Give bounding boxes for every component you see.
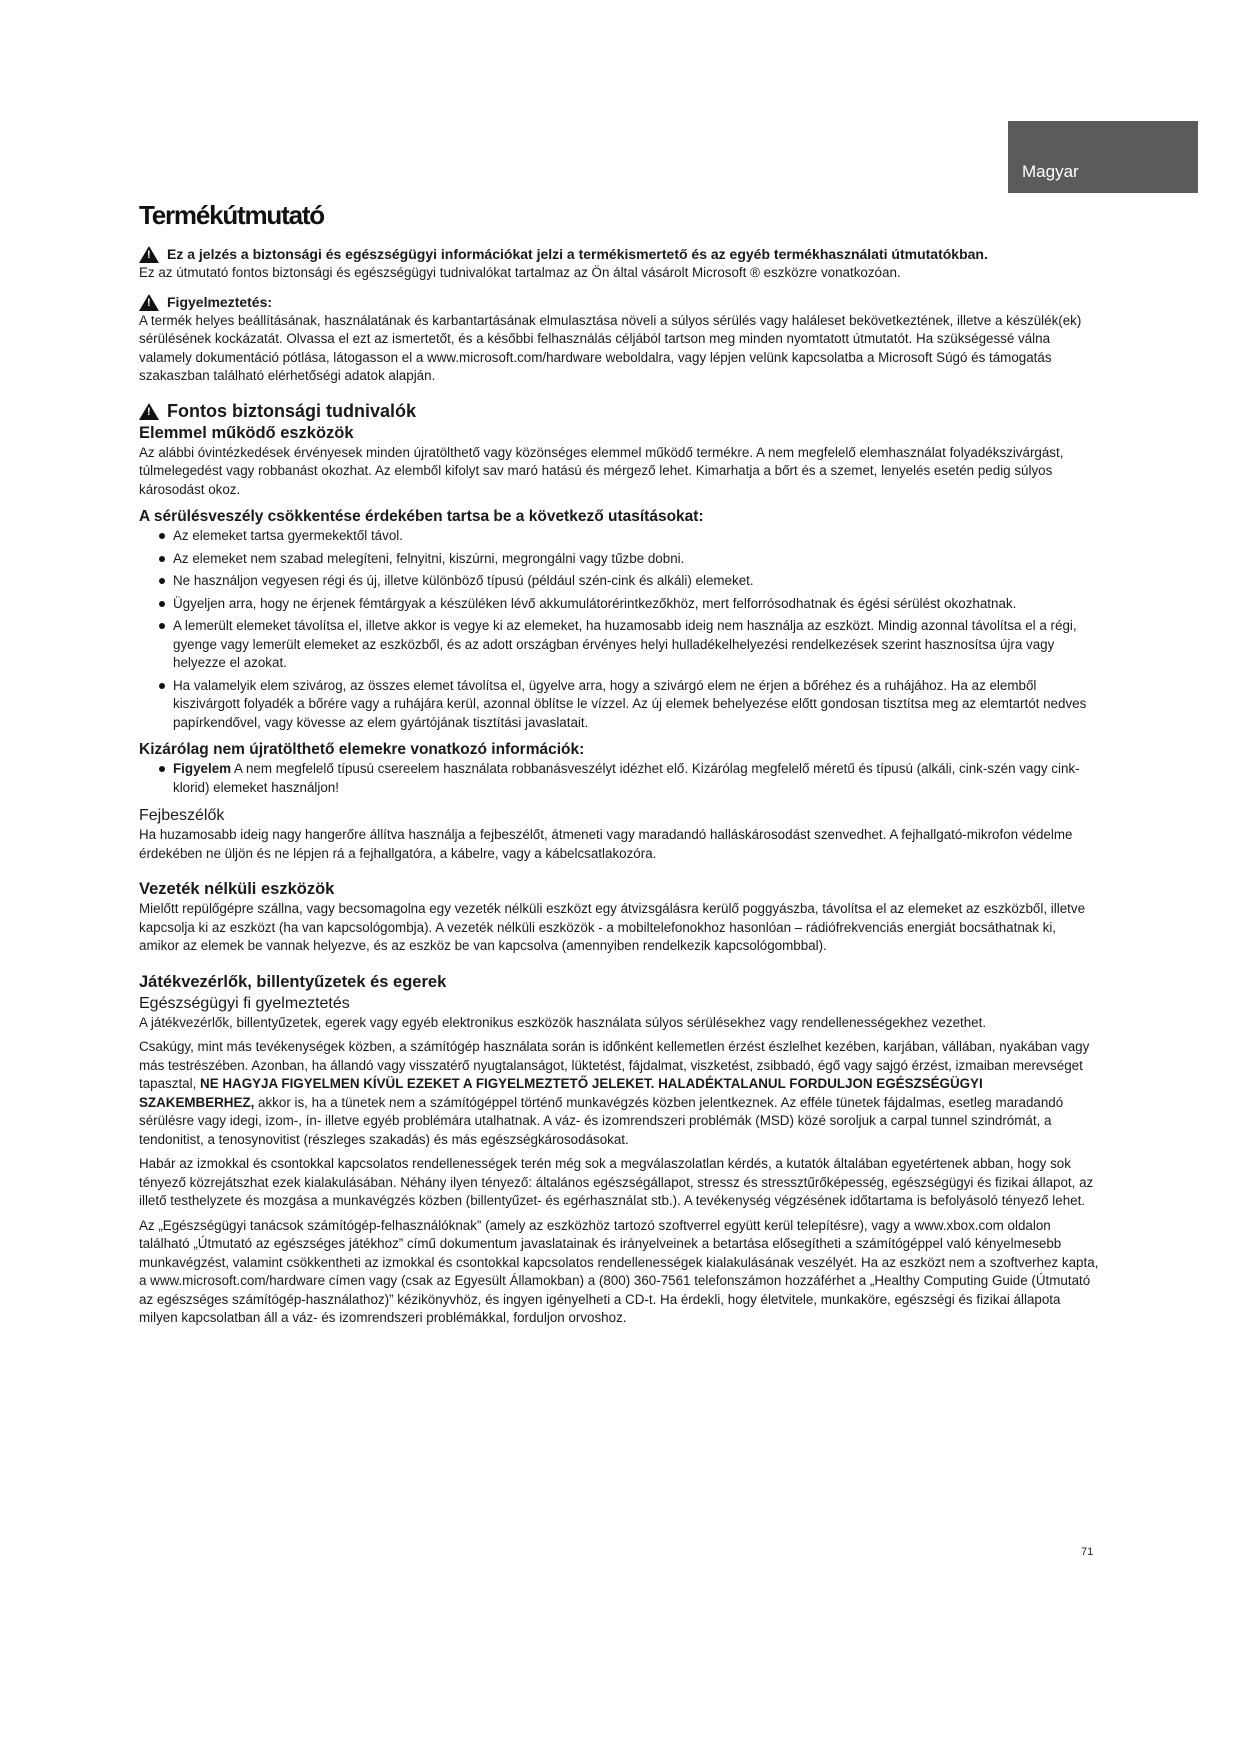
health-p2-text-a: Csakúgy, mint más tevékenységek közben, a számítógép használata során is időnként kellemetlen érzést észlelhet kezében, karjában, vállában, nyakában vagy más testrészében. Azonban, ha állandó vagy visszatérő nyugtalanságot, lüktetést, fájdalmat, viszketést, zsibbadó, égő vagy sajgó érzést, izmaiban merevséget tapasztal, xyxy=(139,1039,1090,1091)
caution-text: A nem megfelelő típusú csereelem használata robbanásveszélyt idézhet elő. Kizárólag megfelelő méretű és típusú (alkáli, cink-szén vagy cink-klorid) elemeket használjon! xyxy=(173,761,1080,795)
safety-heading-text: Fontos biztonsági tudnivalók xyxy=(167,400,416,421)
warning-triangle-icon xyxy=(139,294,159,311)
nonrechargeable-list xyxy=(139,760,1099,797)
notice-text: Ez az útmutató fontos biztonsági és egészségügyi tudnivalókat tartalmaz az Ön által vásárolt Microsoft ® eszközre vonatkozóan. xyxy=(139,265,901,280)
warning-triangle-icon xyxy=(139,403,159,420)
warning-text: A termék helyes beállításának, használatának és karbantartásának elmulasztása növeli a súlyos sérülés vagy haláleset bekövetkeztének, illetve a készülék(ek) sérülésének kockázatát. Olvassa el ezt az ismertetőt, és a későbbi felhasználás céljából tartson meg minden nyomtatott útmutatót. Ha szükségessé válna valamely dokumentáció pótlása, látogasson el a www.microsoft.com/hardware weboldalra, vagy lépjen velünk kapcsolatba a Microsoft Súgó és támogatás szakaszban található elérhetőségi adatok alapján. xyxy=(139,312,1082,383)
headphones-text: Ha huzamosabb ideig nagy hangerőre állítva használja a fejbeszélőt, átmeneti vagy maradandó halláskárosodást szenvedhet. A fejhallgató-mikrofon védelme érdekében ne üljön és ne lépjen rá a fejhallgatóra, a kábelre, vagy a kábelcsatlakozóra. xyxy=(139,827,1073,861)
list-item: Az elemeket tartsa gyermekektől távol. xyxy=(173,527,1099,546)
nonrechargeable-heading: Kizárólag nem újratölthető elemekre vonatkozó információk: xyxy=(139,741,585,758)
health-paragraph-2 xyxy=(139,1038,1099,1149)
headphones-heading: Fejbeszélők xyxy=(139,807,225,824)
health-paragraph-4: Az „Egészségügyi tanácsok számítógép-felhasználóknak” (amely az eszközhöz tartozó szoftverrel együtt kerül telepítésre), vagy a www.xbox.com oldalon található „Útmutató az egészséges játékhoz” című dokumentum javaslatainak és irányelveinek a betartása elősegítheti a számítógéppel való kényelmesebb munkavégzést, valamint csökkentheti az izmokkal és csontokkal kapcsolatos rendellenességek kialakulásának veszélyét. Ha az eszközt nem a szoftverhez kapta, a www.microsoft.com/hardware címen vagy (csak az Egyesült Államokban) a (800) 360-7561 telefonszámon hozzáférhet a „Healthy Computing Guide (Útmutató az egészséges számítógép-használathoz)” kézikönyvhöz, és ingyen igényelheti a CD-t. Ha érdekli, hogy életvitele, munkaköre, egészségi és fizikai állapota milyen kapcsolatban áll a váz- és izomrendszeri problémákkal, forduljon orvoshoz. xyxy=(139,1217,1099,1325)
warning-heading-text: Figyelmeztetés: xyxy=(167,293,273,310)
warning-heading xyxy=(139,293,1099,312)
list-item: A lemerült elemeket távolítsa el, illetve akkor is vegye ki az elemeket, ha huzamosabb ideig nem használja az eszközt. Mindig azonnal távolítsa el a régi, gyenge vagy lemerült elemeket az eszközből, és az adott országban érvényes helyi hulladékelhelyezési rendelkezések szerint hasznosítsa újra vagy helyezze el azokat. xyxy=(173,617,1099,673)
notice-heading-text: Ez a jelzés a biztonsági és egészségügyi információkat jelzi a termékismertető és az egyéb termékhasználati útmutatókban. xyxy=(167,246,988,262)
battery-intro: Az alábbi óvintézkedések érvényesek minden újratölthető vagy közönséges elemmel működő termékre. A nem megfelelő elemhasználat folyadékszivárgást, túlmelegedést vagy robbanást okozhat. Az elemből kifolyt sav maró hatású és mérgező lehet. Kimarhatja a bőrt és a szemet, lenyelés esetén pedig súlyos károsodást okoz. xyxy=(139,444,1064,497)
wireless-heading: Vezeték nélküli eszközök xyxy=(139,880,335,898)
battery-heading: Elemmel működő eszközök xyxy=(139,423,354,442)
list-item: Ha valamelyik elem szivárog, az összes elemet távolítsa el, ügyelve arra, hogy a szivárgó elem ne érjen a bőréhez és a ruhájához. Ha az elemből kiszivárgott folyadék a bőrére vagy a ruhájára kerül, azonnal öblítse le vízzel. Az új elemek behelyezése előtt gondosan tisztítsa meg az elemtartót nedves papírkendővel, vagy kövesse az elem gyártójának tisztítási javaslatait. xyxy=(173,677,1099,733)
safety-heading xyxy=(139,400,1099,423)
page-number: 71 xyxy=(1081,1546,1094,1558)
health-warning-heading: Egészségügyi fi gyelmeztetés xyxy=(139,994,350,1012)
controllers-heading: Játékvezérlők, billentyűzetek és egerek xyxy=(139,972,447,991)
list-item: Az elemeket nem szabad melegíteni, felnyitni, kiszúrni, megrongálni vagy tűzbe dobni. xyxy=(173,550,1099,569)
language-tab: Magyar xyxy=(1008,121,1198,193)
page-title: Termékútmutató xyxy=(139,200,324,230)
battery-instructions-list xyxy=(139,527,1099,732)
reduce-risk-heading: A sérülésveszély csökkentése érdekében tartsa be a következő utasításokat: xyxy=(139,508,704,525)
warning-triangle-icon xyxy=(139,246,159,263)
health-p2-text-b: akkor is, ha a tünetek nem a számítógéppel történő munkavégzés közben jelentkeznek. Az efféle tünetek fájdalmas, esetleg maradandó sérülésre vagy idegi, izom-, ín- illetve egyéb problémára utalhatnak. A váz- és izomrendszeri problémák (MSD) közé soroljuk a carpal tunnel szindrómát, a tendonitist, a tenosynovitist (részleges szakadás) és más egészségkárosodásokat. xyxy=(139,1094,1064,1147)
document-body xyxy=(139,200,1099,1328)
caution-label: Figyelem xyxy=(173,761,232,776)
notice-heading xyxy=(139,245,1099,264)
health-paragraph-1: A játékvezérlők, billentyűzetek, egerek vagy egyéb elektronikus eszközök használata súlyos sérülésekhez vagy rendellenességekhez vezethet. xyxy=(139,1014,987,1030)
list-item: Ne használjon vegyesen régi és új, illetve különböző típusú (például szén-cink és alkáli) elemeket. xyxy=(173,572,1099,591)
health-p2-bold: NE HAGYJA FIGYELMEN KÍVÜL EZEKET A FIGYELMEZTETŐ JELEKET. HALADÉKTALANUL FORDULJON EGÉSZSÉGÜGYI SZAKEMBERHEZ, xyxy=(139,1076,983,1110)
list-item xyxy=(173,760,1099,797)
health-paragraph-3: Habár az izmokkal és csontokkal kapcsolatos rendellenességek terén még sok a megválaszolatlan kérdés, a kutatók általában egyetértenek abban, hogy sok tényező közrejátszhat ezek kialakulásában. Néhány ilyen tényező: általános egészségállapot, stressz és stressztűrőképesség, egészségügyi és fizikai állapot, az illető testhelyzete és mozgása a munkavégzés közben (billentyűzet- és egérhasználat stb.). A tevékenység végzésének időtartama is befolyásoló tényező lehet. xyxy=(139,1156,1094,1208)
list-item: Ügyeljen arra, hogy ne érjenek fémtárgyak a készüléken lévő akkumulátorérintkezőkhöz, mert felforrósodhatnak és égési sérülést okozhatnak. xyxy=(173,595,1099,614)
wireless-text: Mielőtt repülőgépre szállna, vagy becsomagolna egy vezeték nélküli eszközt egy átvizsgálásra kerülő poggyászba, távolítsa el az elemeket az eszközből, illetve kapcsolja ki az eszközt (ha van kapcsológombja). A vezeték nélküli eszközök - a mobiltelefonokhoz hasonlóan – rádiófrekvenciás energiát bocsáthatnak ki, amikor az elemek be vannak helyezve, és az eszköz be van kapcsolva (amennyiben rendelkezik kapcsológombbal). xyxy=(139,901,1086,953)
